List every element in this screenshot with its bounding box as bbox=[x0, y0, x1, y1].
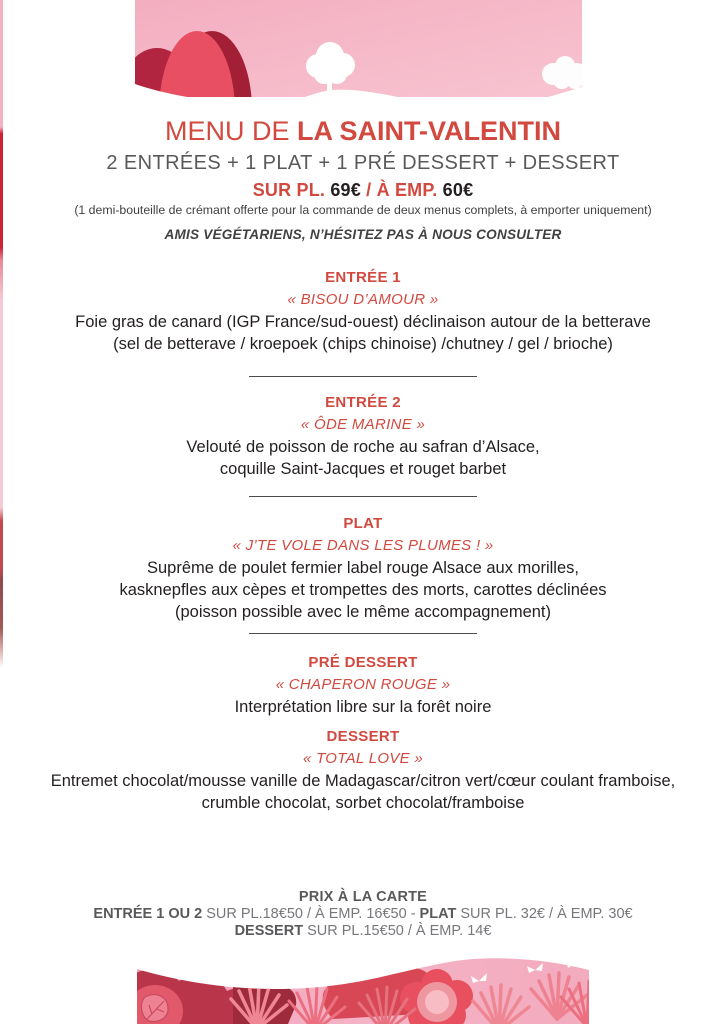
course-section bbox=[0, 267, 726, 355]
course-section bbox=[0, 392, 726, 480]
text-segment: À EMP. bbox=[376, 180, 443, 200]
text-segment: PLAT bbox=[419, 906, 457, 922]
vegetarian-note: AMIS VÉGÉTARIENS, N’HÉSITEZ PAS À NOUS CONSULTER bbox=[164, 227, 562, 242]
text-segment: ENTRÉE 1 OU 2 bbox=[93, 906, 203, 922]
course-heading: PRÉ DESSERT bbox=[308, 654, 418, 671]
section-divider bbox=[249, 496, 477, 497]
course-heading: DESSERT bbox=[326, 728, 400, 745]
text-segment: / bbox=[360, 180, 377, 200]
course-lines bbox=[0, 311, 726, 355]
text-segment: 69€ bbox=[330, 180, 361, 200]
course-lines bbox=[0, 770, 726, 814]
text-segment: 60€ bbox=[442, 180, 474, 200]
text-segment: SUR PL.18€50 / À EMP. 16€50 - bbox=[202, 906, 420, 922]
course-line: (sel de betterave / kroepoek (chips chinoise) /chutney / gel / brioche) bbox=[113, 335, 613, 353]
a-la-carte-title: PRIX À LA CARTE bbox=[298, 889, 428, 905]
course-lines bbox=[0, 436, 726, 480]
course-name: « BISOU D’AMOUR » bbox=[287, 291, 439, 308]
course-line: Entremet chocolat/mousse vanille de Madagascar/citron vert/cœur coulant framboise, bbox=[50, 772, 676, 790]
paper-garden-illustration bbox=[137, 957, 589, 1024]
page-title-regular: MENU DE bbox=[164, 116, 297, 146]
course-lines bbox=[0, 557, 726, 623]
page-title-bold: LA SAINT-VALENTIN bbox=[297, 116, 561, 146]
text-segment: SUR PL. 32€ / À EMP. 30€ bbox=[456, 906, 633, 922]
course-heading: PLAT bbox=[343, 515, 383, 532]
course-name: « ÔDE MARINE » bbox=[300, 416, 426, 433]
course-line: coquille Saint-Jacques et rouget barbet bbox=[219, 460, 507, 478]
course-lines bbox=[0, 696, 726, 718]
carte-line-2 bbox=[0, 923, 726, 940]
leaf-icon bbox=[142, 995, 168, 1022]
section-divider bbox=[249, 633, 477, 634]
course-name: « CHAPERON ROUGE » bbox=[275, 676, 451, 693]
course-line: Foie gras de canard (IGP France/sud-ouest) déclinaison autour de la betterave bbox=[75, 313, 651, 331]
course-line: kasknepfles aux cèpes et trompettes des morts, carottes déclinées bbox=[119, 581, 607, 599]
text-segment: SUR PL.15€50 / À EMP. 14€ bbox=[303, 923, 492, 939]
course-line: Velouté de poisson de roche au safran d’Alsace, bbox=[186, 438, 540, 456]
a-la-carte-block bbox=[0, 888, 726, 940]
text-segment: DESSERT bbox=[234, 923, 304, 939]
course-line: crumble chocolat, sorbet chocolat/framboise bbox=[201, 794, 525, 812]
course-name: « J’TE VOLE DANS LES PLUMES ! » bbox=[232, 537, 494, 554]
course-section bbox=[0, 652, 726, 718]
course-line: Interprétation libre sur la forêt noire bbox=[234, 698, 492, 716]
carte-line-1 bbox=[0, 906, 726, 923]
cremant-offer-note: (1 demi-bouteille de crémant offerte pour la commande de deux menus complets, à emporter uniquement) bbox=[74, 203, 652, 217]
section-divider bbox=[249, 376, 477, 377]
course-heading: ENTRÉE 2 bbox=[325, 394, 401, 411]
course-name: « TOTAL LOVE » bbox=[302, 750, 424, 767]
course-heading: ENTRÉE 1 bbox=[325, 269, 401, 286]
text-segment: SUR PL. bbox=[252, 180, 331, 200]
bottom-banner-illustration bbox=[137, 957, 589, 1024]
course-line: (poisson possible avec le même accompagnement) bbox=[174, 603, 552, 621]
course-section bbox=[0, 726, 726, 814]
course-section bbox=[0, 513, 726, 623]
course-line: Suprême de poulet fermier label rouge Alsace aux morilles, bbox=[147, 559, 579, 577]
menu-formula: 2 ENTRÉES + 1 PLAT + 1 PRÉ DESSERT + DESSERT bbox=[106, 152, 620, 174]
